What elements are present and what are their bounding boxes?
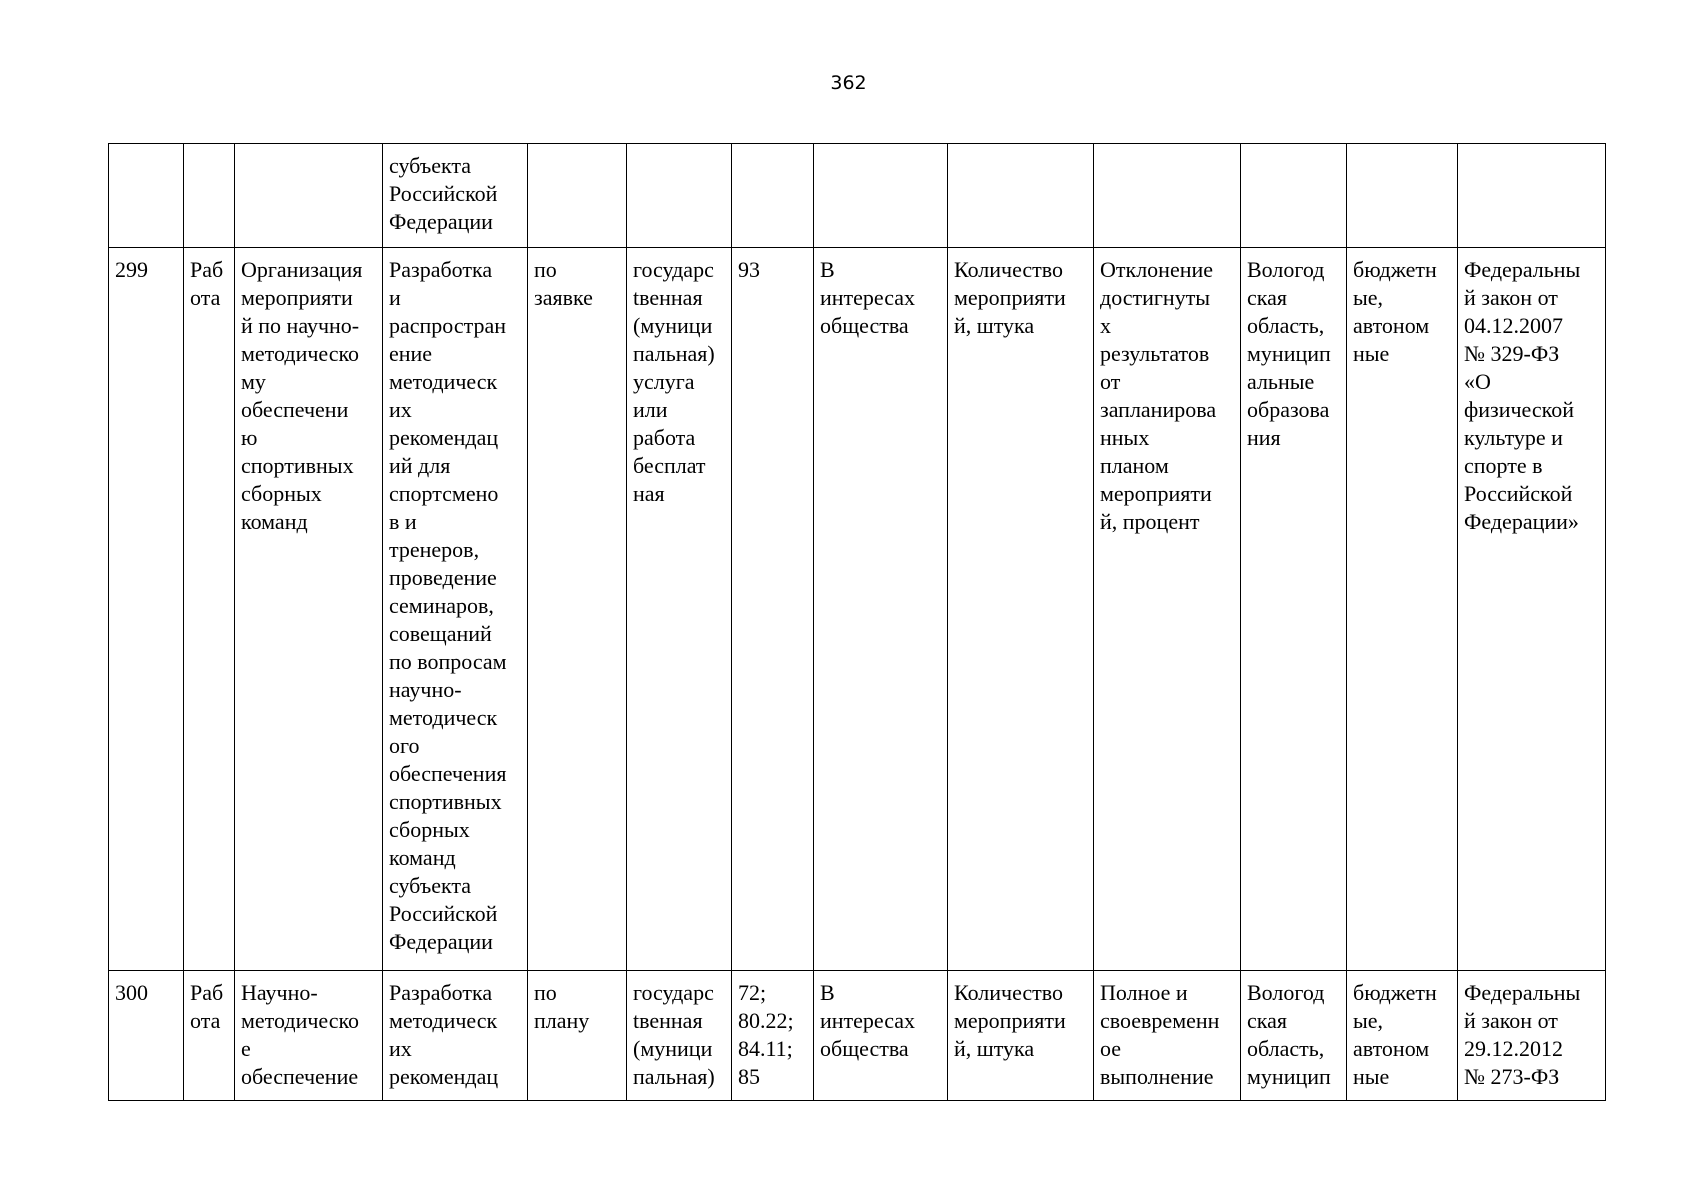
cell-law: Федеральны й закон от 04.12.2007 № 329-ФЗ «О физической культуре и спорте в Российской Федерации» bbox=[1458, 248, 1606, 971]
cell-territory: Вологод ская область, муницип bbox=[1241, 971, 1347, 1101]
cell-codes: 72; 80.22; 84.11; 85 bbox=[732, 971, 814, 1101]
cell-condition: по плану bbox=[528, 971, 627, 1101]
cell-name: Научно- методическо е обеспечение bbox=[235, 971, 383, 1101]
cell-kind: государс tвенная (муници пальная) bbox=[627, 971, 732, 1101]
cell-law bbox=[1458, 144, 1606, 248]
cell-content: Разработка методическ их рекомендац bbox=[383, 971, 528, 1101]
cell-codes: 93 bbox=[732, 248, 814, 971]
cell-quality-indicator bbox=[1094, 144, 1241, 248]
page-number: 362 bbox=[830, 72, 867, 94]
cell-content: субъекта Российской Федерации bbox=[383, 144, 528, 248]
cell-volume-indicator bbox=[948, 144, 1094, 248]
cell-quality-indicator: Отклонение достигнуты х результатов от запланирова нных планом мероприяти й, процент bbox=[1094, 248, 1241, 971]
cell-volume-indicator: Количество мероприяти й, штука bbox=[948, 971, 1094, 1101]
cell-institution-type: бюджетн ые, автоном ные bbox=[1347, 971, 1458, 1101]
cell-territory: Вологод ская область, муницип альные образова ния bbox=[1241, 248, 1347, 971]
cell-number: 300 bbox=[109, 971, 184, 1101]
cell-number bbox=[109, 144, 184, 248]
cell-type: Раб ота bbox=[184, 971, 235, 1101]
table-row bbox=[109, 144, 1606, 248]
cell-name bbox=[235, 144, 383, 248]
cell-type bbox=[184, 144, 235, 248]
cell-type: Раб ота bbox=[184, 248, 235, 971]
cell-codes bbox=[732, 144, 814, 248]
cell-condition bbox=[528, 144, 627, 248]
cell-kind bbox=[627, 144, 732, 248]
cell-consumer: В интересах общества bbox=[814, 971, 948, 1101]
cell-name: Организация мероприяти й по научно- методическо му обеспечени ю спортивных сборных команд bbox=[235, 248, 383, 971]
cell-consumer bbox=[814, 144, 948, 248]
cell-law: Федеральны й закон от 29.12.2012 № 273-ФЗ bbox=[1458, 971, 1606, 1101]
cell-content: Разработка и распростран ение методическ их рекомендац ий для спортсмено в и тренеров, проведение семинаров, совещаний по вопросам научно- методическ ого обеспечения спортивных сборных команд субъекта Российской Федерации bbox=[383, 248, 528, 971]
table-row bbox=[109, 971, 1606, 1101]
cell-number: 299 bbox=[109, 248, 184, 971]
cell-volume-indicator: Количество мероприяти й, штука bbox=[948, 248, 1094, 971]
table-row bbox=[109, 248, 1606, 971]
cell-consumer: В интересах общества bbox=[814, 248, 948, 971]
cell-institution-type bbox=[1347, 144, 1458, 248]
cell-kind: государс tвенная (муници пальная) услуга или работа бесплат ная bbox=[627, 248, 732, 971]
cell-condition: по заявке bbox=[528, 248, 627, 971]
registry-table bbox=[108, 143, 1606, 1101]
cell-institution-type: бюджетн ые, автоном ные bbox=[1347, 248, 1458, 971]
cell-territory bbox=[1241, 144, 1347, 248]
cell-quality-indicator: Полное и своевременн ое выполнение bbox=[1094, 971, 1241, 1101]
